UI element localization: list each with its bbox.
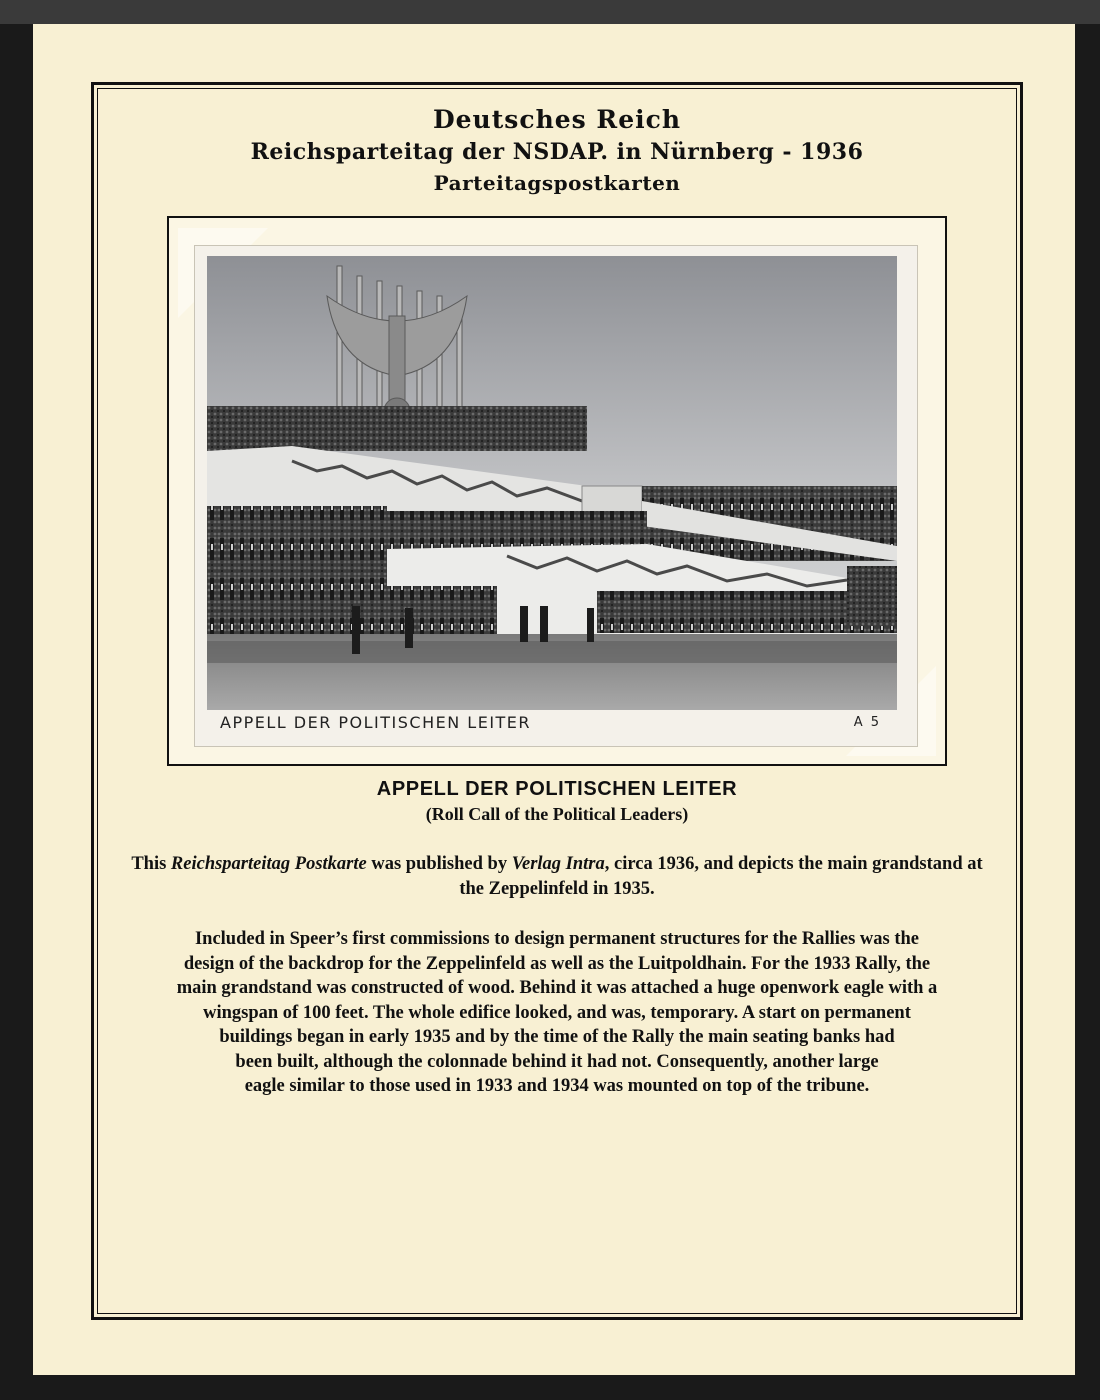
description-paragraph-1 [118,852,996,901]
p2-line: buildings began in early 1935 and by the time of the Rally the main seating banks had [219,1027,895,1047]
caption-title: APPELL DER POLITISCHEN LEITER [376,778,738,800]
p2-line: wingspan of 100 feet. The whole edifice looked, and was, temporary. A start on permanent [203,1002,911,1023]
p2-line: main grandstand was constructed of wood. Behind it was attached a huge openwork eagle with a [176,978,938,998]
p1-italic-publisher: Verlag Intra [511,854,605,874]
postcard-caption: APPELL DER POLITISCHEN LEITER [220,713,532,732]
p2-line: been built, although the colonnade behind it had not. Consequently, another large [235,1051,879,1072]
p2-line: design of the backdrop for the Zeppelinfeld as well as the Luitpoldhain. For the 1933 Rally, the [183,953,931,974]
p1-middle: was published by [366,854,512,874]
p1-italic-postkarte: Reichsparteitag Postkarte [170,854,367,874]
page-header [100,104,1014,198]
p1-after: , circa 1936, and depicts the main grandstand at the Zeppelinfeld in 1935. [459,854,983,899]
p2-line: Included in Speer’s first commissions to design permanent structures for the Rallies was the [194,929,920,949]
postcard [195,246,917,746]
grandstand-photo [207,256,897,710]
header-series: Parteitagspostkarten [433,171,681,195]
scanner-top-strip [0,0,1100,24]
p2-line: eagle similar to those used in 1933 and 1934 was mounted on top of the tribune. [244,1076,870,1096]
header-subtitle: Reichsparteitag der NSDAP. in Nürnberg - 1936 [250,139,864,165]
header-title: Deutsches Reich [432,105,682,134]
description-paragraph-2 [118,927,996,1099]
p1-before: This [131,854,171,874]
caption-subtitle: (Roll Call of the Political Leaders) [425,804,689,824]
postcard-code: A 5 [853,715,881,730]
